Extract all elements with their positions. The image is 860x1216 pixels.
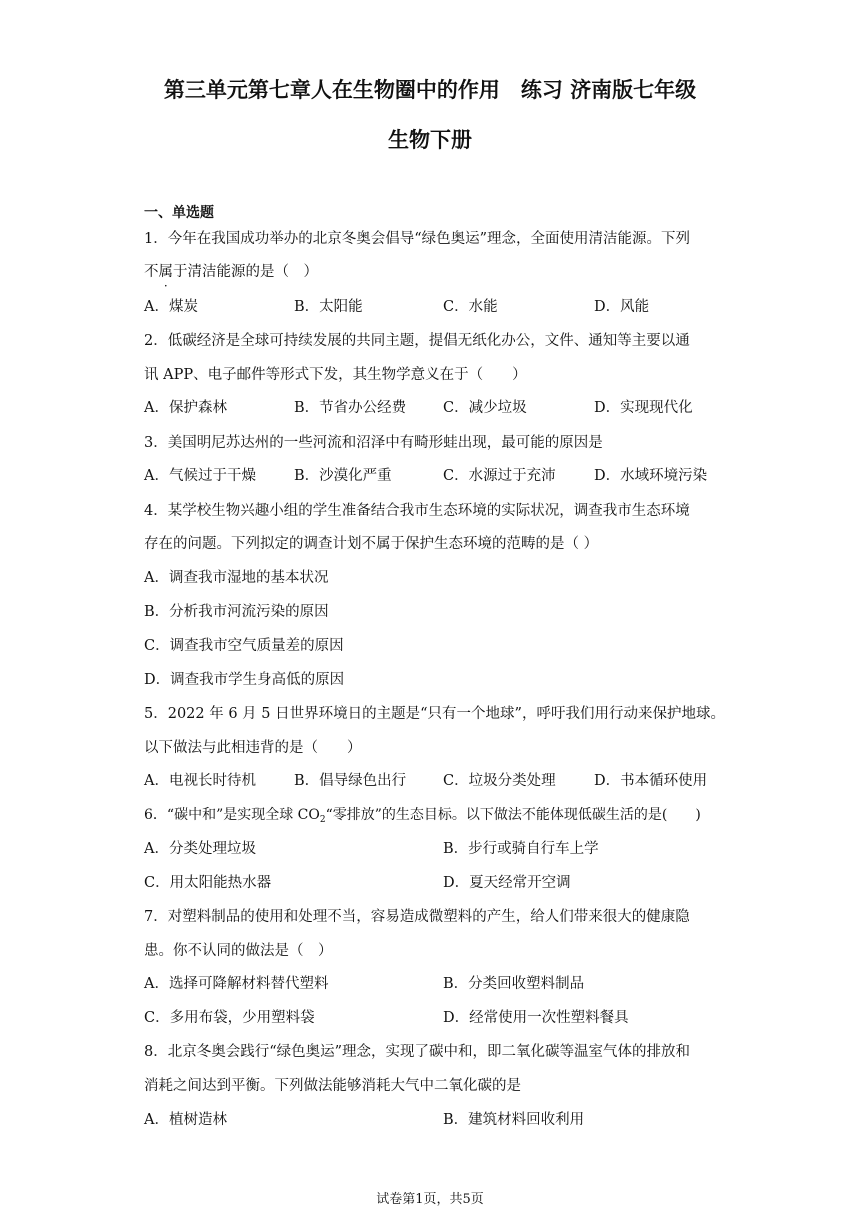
- q6-stem-line1: [144, 805, 701, 830]
- q7-option-b: B．分类回收塑料制品: [443, 976, 585, 992]
- q8-option-b: B．建筑材料回收利用: [443, 1112, 585, 1128]
- q6-option-c: C．用太阳能热水器: [144, 875, 272, 891]
- q2-option-b: B．节省办公经费: [294, 400, 407, 416]
- q5-option-a: A．电视长时待机: [144, 773, 256, 789]
- q3-stem-line1: 3．美国明尼苏达州的一些河流和沼泽中有畸形蛙出现，最可能的原因是: [144, 435, 603, 451]
- q7-option-d: D．经常使用一次性塑料餐具: [443, 1010, 629, 1026]
- q4-stem-line2: 存在的问题。下列拟定的调查计划不属于保护生态环境的范畴的是（ ）: [144, 536, 599, 552]
- q6-option-a: A．分类处理垃圾: [144, 841, 256, 857]
- q4-stem-line1: 4．某学校生物兴趣小组的学生准备结合我市生态环境的实际状况，调查我市生态环境: [144, 503, 690, 519]
- q7-option-c: C．多用布袋，少用塑料袋: [144, 1010, 315, 1026]
- q1-option-c: C．水能: [443, 299, 498, 315]
- q4-option-c: C．调查我市空气质量差的原因: [144, 638, 344, 654]
- q5-stem-line2: 以下做法与此相违背的是（ ）: [144, 740, 362, 756]
- q3-option-b: B．沙漠化严重: [294, 468, 392, 484]
- q8-stem-line1: 8．北京冬奥会践行“绿色奥运”理念，实现了碳中和，即二氧化碳等温室气体的排放和: [144, 1044, 691, 1060]
- q5-option-b: B．倡导绿色出行: [294, 773, 407, 789]
- q4-option-d: D．调查我市学生身高低的原因: [144, 672, 345, 688]
- q4-option-b: B．分析我市河流污染的原因: [144, 604, 329, 620]
- q8-stem-line2: 消耗之间达到平衡。下列做法能够消耗大气中二氧化碳的是: [144, 1078, 521, 1094]
- q1-stem-rest: 清洁能源的是（ ）: [187, 264, 318, 280]
- q7-stem-line2: 患。你不认同的做法是（ ）: [144, 943, 333, 959]
- q1-stem-line1: 1．今年在我国成功举办的北京冬奥会倡导“绿色奥运”理念，全面使用清洁能源。下列: [144, 231, 691, 247]
- q6-subscript: 2: [319, 815, 326, 825]
- q7-option-a: A．选择可降解材料替代塑料: [144, 976, 329, 992]
- q5-stem-line1: 5．2022 年 6 月 5 日世界环境日的主题是“只有一个地球”，呼吁我们用行动来保护地球。: [144, 706, 725, 722]
- q3-option-c: C．水源过于充沛: [443, 468, 556, 484]
- q3-option-a: A．气候过于干燥: [144, 468, 256, 484]
- page-footer: 试卷第1页，共5页: [376, 1192, 484, 1207]
- q4-option-a: A．调查我市湿地的基本状况: [144, 570, 329, 586]
- q5-option-c: C．垃圾分类处理: [443, 773, 556, 789]
- doc-title-line1: 第三单元第七章人在生物圈中的作用 练习 济南版七年级: [163, 78, 697, 102]
- q2-option-c: C．减少垃圾: [443, 400, 527, 416]
- doc-title-line2: 生物下册: [388, 128, 472, 152]
- q3-option-d: D．水域环境污染: [594, 468, 708, 484]
- q6-stem-part2: “零排放”的生态目标。以下做法不能体现低碳生活的是( ): [325, 807, 701, 823]
- q2-stem-line1: 2．低碳经济是全球可持续发展的共同主题，提倡无纸化办公，文件、通知等主要以通: [144, 333, 690, 349]
- q6-stem-part1: 6．“碳中和”是实现全球 CO: [144, 807, 320, 823]
- q7-stem-line1: 7．对塑料制品的使用和处理不当，容易造成微塑料的产生，给人们带来很大的健康隐: [144, 909, 690, 925]
- q1-option-a: A．煤炭: [144, 299, 198, 315]
- section-heading: 一、单选题: [144, 205, 214, 221]
- q1-stem-line2: [144, 262, 318, 282]
- q1-option-d: D．风能: [594, 299, 650, 315]
- q8-option-a: A．植树造林: [144, 1112, 227, 1128]
- q5-option-d: D．书本循环使用: [594, 773, 708, 789]
- q1-emphasis: 不属于: [144, 264, 188, 280]
- q2-option-d: D．实现现代化: [594, 400, 693, 416]
- q2-option-a: A．保护森林: [144, 400, 227, 416]
- q2-stem-line2: 讯 APP、电子邮件等形式下发，其生物学意义在于（ ）: [144, 367, 527, 383]
- q6-option-b: B．步行或骑自行车上学: [443, 841, 599, 857]
- q6-option-d: D．夏天经常开空调: [443, 875, 571, 891]
- q1-option-b: B．太阳能: [294, 299, 363, 315]
